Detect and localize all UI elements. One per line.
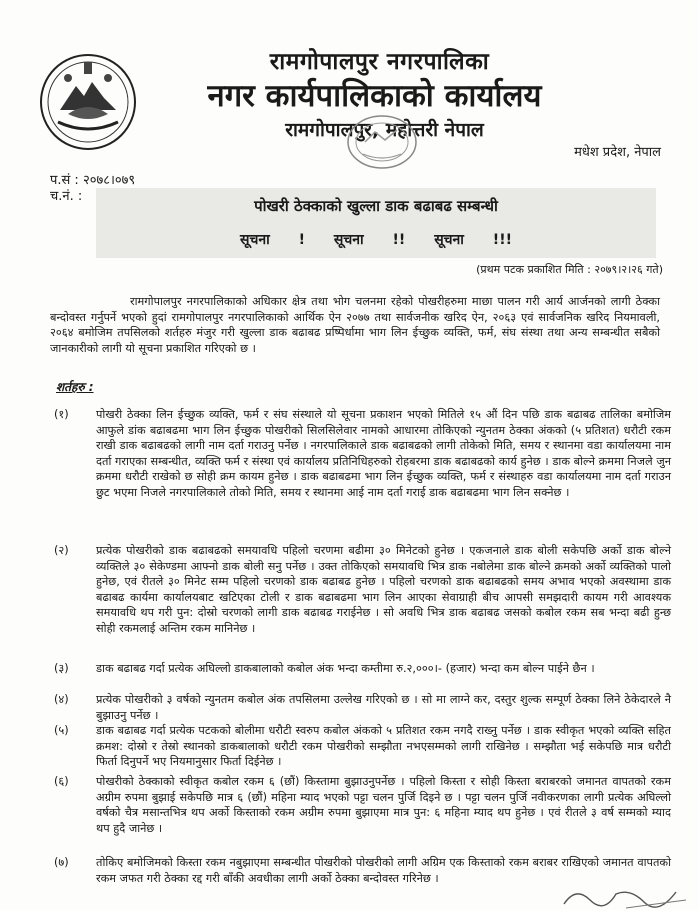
clause-text: प्रत्येक पोखरीको डाक बढाबढको समयावधि पहिलो चरणमा बढीमा ३० मिनेटको हुनेछ । एकजनाले डाक बोली सकेपछि अर्को डाक बोल्ने व्यक्तिले ३० सेकेण्डमा आफ्नो डाक बोली सनु पर्नेछ । उक्त तोकिएको समयावधि भित्र डाक नबोलेमा डाक बोल्ने क्रमको अर्को व्यक्तिको पालो हुनेछ, एवं रीतले ३० मिनेट सम्म पहिलो चरणको डाक बढाबढ हुनेछ । पहिलो चरणको डाक बढाबढको समय अभाव भएको अवस्थामा डाक बढाबढ कार्यमा कार्यालयबाट खटिएका टोली र डाक बढाबढमा भाग लिन आएका सेवाग्राही बीच आपसी समझदारी कायम गरी आवश्यक समयावधि थप गरी पुन: दोस्रो चरणको लागी डाक बढाबढ गराईनेछ । सो अवधि भित्र डाक बढाबढ जसको कबोल रकम सब भन्दा बढी हुन्छ सोही रकमलाई अन्तिम रकम मानिनेछ । (96, 544, 671, 635)
clause-number: (२) (54, 544, 69, 557)
clause-text: डाक बढाबढ गर्दा प्रत्येक पटकको बोलीमा धरौटी स्वरुप कबोल अंकको ५ प्रतिशत रकम नगदै राख्नु पर्नेछ । डाक स्वीकृत भएको व्यक्ति सहित क्रमश: दोस्रो र तेस्रो स्थानको डाकबालाको धरौटी रकम पोखरीको सम्झौता नभएसम्मको लागी राखिनेछ । सम्झौता भई सकेपछि मात्र धरौटी फिर्ता दिनुपर्ने भए नियमानुसार फिर्ता दिईनेछ । (96, 724, 671, 768)
intro-text: रामगोपालपुर नगरपालिकाको अधिकार क्षेत्र तथा भोग चलनमा रहेको पोखरीहरुमा माछा पालन गरी आर्य आर्जनको लागी ठेक्का बन्दोवस्त गर्नुपर्ने भएको हुदां रामगोपालपुर नगरपालिकाको आर्थिक ऐन २०७७ तथा सार्वजनीक खरिद ऐन, २०६३ एवं सार्वजनिक खरिद नियमावली, २०६४ बमोजिम तपसिलको शर्तहरु मंजुर गरी खुल्ला डाक बढाबढ प्रष्पिर्धामा भाग लिन ईच्छुक व्यक्ति, फर्म, संघ संस्था तथा अन्य सम्बन्धीत सबैको जानकारीको लागी यो सूचना प्रकाशित गरिएको छ । (50, 295, 660, 355)
terms-heading: शर्तहरु : (56, 380, 94, 394)
clause-number: (४) (54, 693, 69, 706)
clause-4 (54, 692, 671, 723)
notice-word-2: सूचना !! (333, 232, 406, 248)
clause-2 (54, 543, 671, 636)
notice-word-3: सूचना !!! (434, 232, 512, 248)
clause-text: पोखरीको ठेक्काको स्वीकृत कबोल रकम ६ (छौं) किस्तामा बुझाउनुपर्नेछ । पहिलो किस्ता र सोही किस्ता बराबरको जमानत वापतको रकम अग्रीम रुपमा बुझाई सकेपछि मात्र ६ (छौं) महिना म्याद भएको पट्टा चलन पुर्जि दिइने छ । पट्टा चलन पुर्जि नवीकरणका लागी प्रत्येक अघिल्लो वर्षको चैत्र मसान्तभित्र थप अर्को किस्ताको रकम अग्रीम रुपमा बुझाएमा मात्र पुन: ६ महिना म्याद थप हुनेछ । एवं रीतले ३ वर्ष सम्मको म्याद थप हुदै जानेछ । (96, 775, 671, 835)
office-address: रामगोपालपुर, महोत्तरी नेपाल (285, 119, 484, 141)
clause-1 (54, 407, 671, 500)
clause-text: डाक बढाबढ गर्दा प्रत्येक अघिल्लो डाकबालाको कबोल अंक भन्दा कम्तीमा रु.२,०००।- (हजार) भन्दा कम बोल्न पाईने छैन । (96, 662, 595, 675)
clause-3 (54, 661, 671, 677)
clause-5 (54, 723, 671, 770)
clause-text: तोकिए बमोजिमको किस्ता रकम नबुझाएमा सम्बन्धीत पोखरीको पोखरीको लागी अग्रिम एक किस्ताको रकम बराबर राखिएको जमानत वापतको रकम जफत गरी ठेक्का रद्द गरी बाँकी अवधीका लागी अर्को ठेक्का बन्दोवस्त गरिनेछ । (96, 856, 671, 885)
first-published-date: (प्रथम पटक प्रकाशित मिति : २०७९।२।२६ गते) (476, 263, 663, 276)
handwritten-signature (556, 880, 696, 910)
municipality-name: रामगोपालपुर नगरपालिका (269, 49, 490, 75)
intro-paragraph (50, 294, 660, 356)
notice-subject: पोखरी ठेक्काको खुल्ला डाक बढाबढ सम्बन्धी (254, 197, 498, 215)
office-seal-stamp (345, 112, 420, 172)
dispatch-number: च.नं. : (50, 189, 83, 204)
clause-text: प्रत्येक पोखरीको ३ वर्षको न्युनतम कबोल अंक तपसिलमा उल्लेख गरिएको छ । सो मा लाग्ने कर, दस्तुर शुल्क सम्पूर्ण ठेक्का लिने ठेकेदारले नै बुझाउनु पर्नेछ । (96, 693, 671, 722)
clause-number: (७) (54, 856, 69, 869)
clause-number: (१) (54, 408, 69, 421)
clause-6 (54, 774, 671, 836)
office-name: नगर कार्यपालिकाको कार्यालय (207, 78, 542, 114)
clause-number: (५) (54, 724, 69, 737)
notice-heading (96, 230, 656, 249)
notice-word-1: सूचना ! (240, 232, 306, 248)
clause-text: पोखरी ठेक्का लिन ईच्छुक व्यक्ति, फर्म र संघ संस्थाले यो सूचना प्रकाशन भएको मितिले १५ औं दिन पछि डाक बढाबढ तालिका बमोजिम आफुले डांक बढाबढमा भाग लिन ईच्छुक पोखरीको सिलसिलेवार नामको आधारमा तोकिएको न्युनतम ठेक्का अंकको (५ प्रतिशत) धरौटी रकम राखी डाक बढाबढको लागी नाम दर्ता गराउनु पर्नेछ । नगरपालिकाले डाक बढाबढको लागी तोकेको मिति, समय र स्थानमा वडा कार्यालयमा नाम दर्ता गराएका सम्बन्धीत, व्यक्ति फर्म र संस्था एवं कार्यालय प्रतिनिधिहरुको रोहबरमा डाक बढाबढको कार्य हुनेछ । डाक बोल्ने क्रममा निजले जुन क्रममा धरौटी राखेको छ सोही क्रम कायम हुनेछ । डाक बढाबढमा भाग लिन ईच्छुक व्यक्ति, फर्म र संस्थाहरु वडा कार्यालयमा नाम दर्ता गराउन छुट भएमा निजले नगरपालिकाले तोको मिति, समय र स्थानमा आई नाम दर्ता गराई डाक बढाबढमा भाग लिन सक्नेछ । (96, 408, 671, 499)
clause-number: (३) (54, 662, 69, 675)
letter-number: प.सं : २०७८।०७९ (50, 173, 136, 188)
clause-number: (६) (54, 775, 69, 788)
province-label: मधेश प्रदेश, नेपाल (574, 145, 661, 160)
